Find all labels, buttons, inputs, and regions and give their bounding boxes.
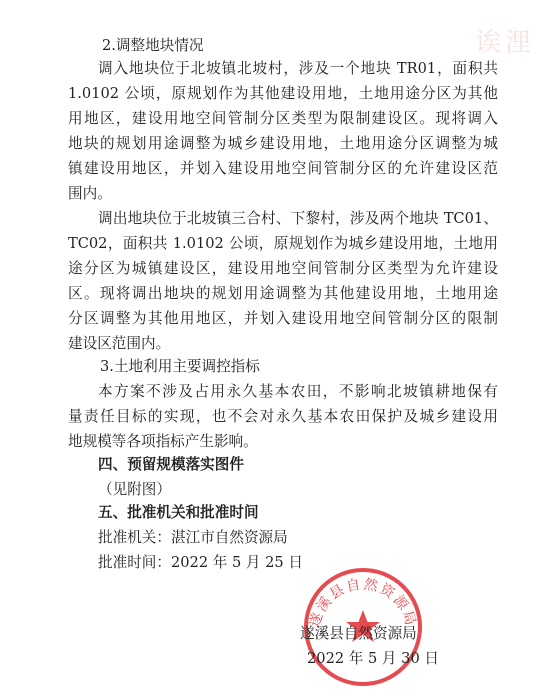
para2-line-2: TC02，面积共 1.0102 公顷，原规划作为城乡建设用地，土地用 [68,235,498,252]
seal-text: 遂溪县自然资源局 [307,576,419,630]
para2-line-3: 途分区为城镇建设区，建设用地空间管制分区类型为允许建设 [68,260,498,277]
para1-line-6: 围内。 [68,185,112,202]
signature-date: 2022 年 5 月 30 日 [307,650,439,667]
section-2-heading: 2.调整地块情况 [102,37,204,54]
section-4-note: （见附图） [98,481,171,498]
approval-date: 批准时间：2022 年 5 月 25 日 [98,554,303,571]
para2-line-6: 建设区范围内。 [68,335,171,352]
section-3-line-2: 量责任目标的实现，也不会对永久基本农田保护及城乡建设用 [68,408,498,425]
section-3-heading: 3.土地利用主要调控指标 [100,358,260,375]
para1-line-4: 地块的规划用途调整为城乡建设用地，土地用途分区调整为城 [68,135,498,152]
para2-line-5: 分区调整为其他用地区，并划入建设用地空间管制分区的限制 [68,310,498,327]
signature-org: 遂溪县自然资源局 [300,625,417,642]
approval-authority: 批准机关：湛江市自然资源局 [98,529,288,546]
section-5-heading: 五、批准机关和批准时间 [98,504,259,521]
watermark: 诶浬 [475,28,536,58]
para1-line-1: 调入地块位于北坡镇北坡村，涉及一个地块 TR01，面积共 [98,60,498,77]
para1-line-2: 1.0102 公顷，原规划作为其他建设用地，土地用途分区为其他 [68,85,498,102]
para1-line-3: 用地区，建设用地空间管制分区类型为限制建设区。现将调入 [68,110,498,127]
para2-line-4: 区。现将调出地块的规划用途调整为其他建设用地，土地用途 [68,285,498,302]
section-4-heading: 四、预留规模落实图件 [98,456,244,473]
para1-line-5: 镇建设用地区，并划入建设用地空间管制分区的允许建设区范 [68,160,498,177]
section-3-line-3: 地规模等各项指标产生影响。 [68,433,258,450]
section-3-line-1: 本方案不涉及占用永久基本农田，不影响北坡镇耕地保有 [98,383,498,400]
para2-line-1: 调出地块位于北坡镇三合村、下黎村，涉及两个地块 TC01、 [98,210,498,227]
